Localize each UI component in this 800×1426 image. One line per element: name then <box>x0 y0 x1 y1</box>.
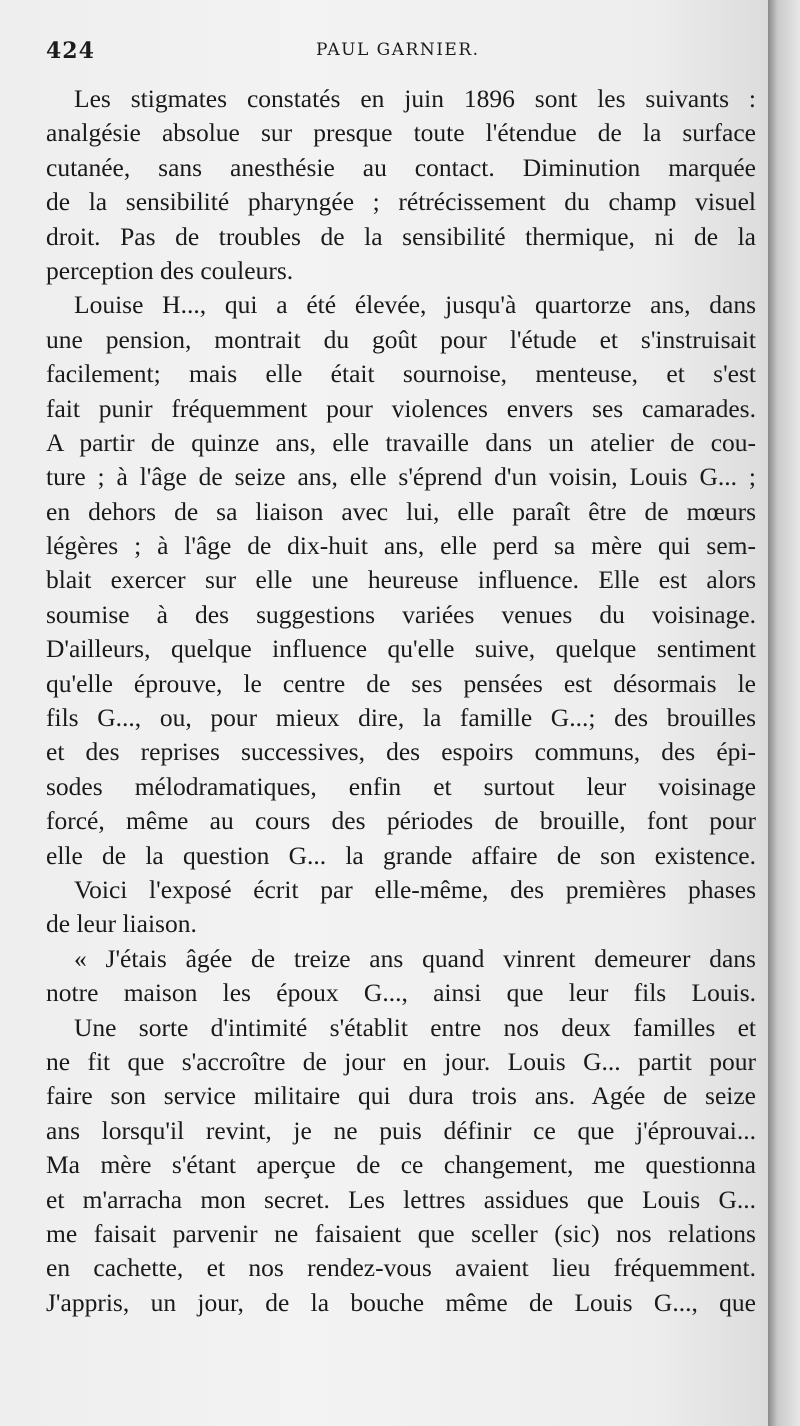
body-text <box>46 82 756 1320</box>
text-line: une pension, montrait du goût pour l'étude et s'instruisait <box>46 324 756 354</box>
text-line: droit. Pas de troubles de la sensibilité thermique, ni de la <box>46 221 756 251</box>
text-line: fait punir fréquemment pour violences envers ses camarades. <box>46 393 756 423</box>
text-line: ans lorsqu'il revint, je ne puis définir ce que j'éprouvai... <box>46 1115 756 1145</box>
text-line: D'ailleurs, quelque influence qu'elle suive, quelque sentiment <box>46 634 756 664</box>
text-line: ne fit que s'accroître de jour en jour. Louis G... partit pour <box>46 1046 756 1076</box>
text-line: sodes mélodramatiques, enfin et surtout leur voisinage <box>46 771 756 801</box>
text-line: et des reprises successives, des espoirs communs, des épi- <box>46 737 756 767</box>
page-edge-shadow <box>768 0 800 1426</box>
running-title: PAUL GARNIER. <box>316 40 480 60</box>
text-line: et m'arracha mon secret. Les lettres assidues que Louis G... <box>46 1184 756 1214</box>
text-line: Ma mère s'étant aperçue de ce changement, me questionna <box>46 1150 756 1180</box>
text-line: notre maison les époux G..., ainsi que leur fils Louis. <box>46 978 756 1008</box>
text-line: fils G..., ou, pour mieux dire, la famille G...; des brouilles <box>46 703 756 733</box>
text-line: de la sensibilité pharyngée ; rétrécissement du champ visuel <box>46 187 756 217</box>
text-line: elle de la question G... la grande affaire de son existence. <box>46 840 756 870</box>
text-line: analgésie absolue sur presque toute l'étendue de la surface <box>46 118 756 148</box>
text-line: forcé, même au cours des périodes de brouille, font pour <box>46 806 756 836</box>
text-line: en dehors de sa liaison avec lui, elle paraît être de mœurs <box>46 496 756 526</box>
text-line: ture ; à l'âge de seize ans, elle s'éprend d'un voisin, Louis G... ; <box>46 462 756 492</box>
text-line: Les stigmates constatés en juin 1896 sont les suivants : <box>74 84 756 113</box>
text-line: blait exercer sur elle une heureuse influence. Elle est alors <box>46 565 756 595</box>
text-line: en cachette, et nos rendez-vous avaient lieu fréquemment. <box>46 1253 756 1283</box>
text-line: Une sorte d'intimité s'établit entre nos deux familles et <box>74 1012 756 1042</box>
text-line: J'appris, un jour, de la bouche même de Louis G..., que <box>46 1287 756 1317</box>
text-line: Louise H..., qui a été élevée, jusqu'à quartorze ans, dans <box>74 290 756 320</box>
text-line: perception des couleurs. <box>46 255 294 285</box>
text-line: légères ; à l'âge de dix-huit ans, elle perd sa mère qui sem- <box>46 531 756 561</box>
page-number: 424 <box>46 38 95 64</box>
text-line: cutanée, sans anesthésie au contact. Diminution marquée <box>46 152 756 182</box>
text-line: me faisait parvenir ne faisaient que sceller (sic) nos relations <box>46 1218 756 1248</box>
text-line: Voici l'exposé écrit par elle-même, des premières phases <box>74 874 756 904</box>
text-line: « J'étais âgée de treize ans quand vinrent demeurer dans <box>74 943 756 973</box>
text-line: A partir de quinze ans, elle travaille dans un atelier de cou- <box>46 427 756 457</box>
text-line: facilement; mais elle était sournoise, menteuse, et s'est <box>46 359 756 389</box>
running-head <box>46 38 758 68</box>
text-line: de leur liaison. <box>46 909 197 939</box>
text-line: qu'elle éprouve, le centre de ses pensées est désormais le <box>46 668 756 698</box>
text-line: faire son service militaire qui dura trois ans. Agée de seize <box>46 1081 756 1111</box>
text-line: soumise à des suggestions variées venues du voisinage. <box>46 599 756 629</box>
